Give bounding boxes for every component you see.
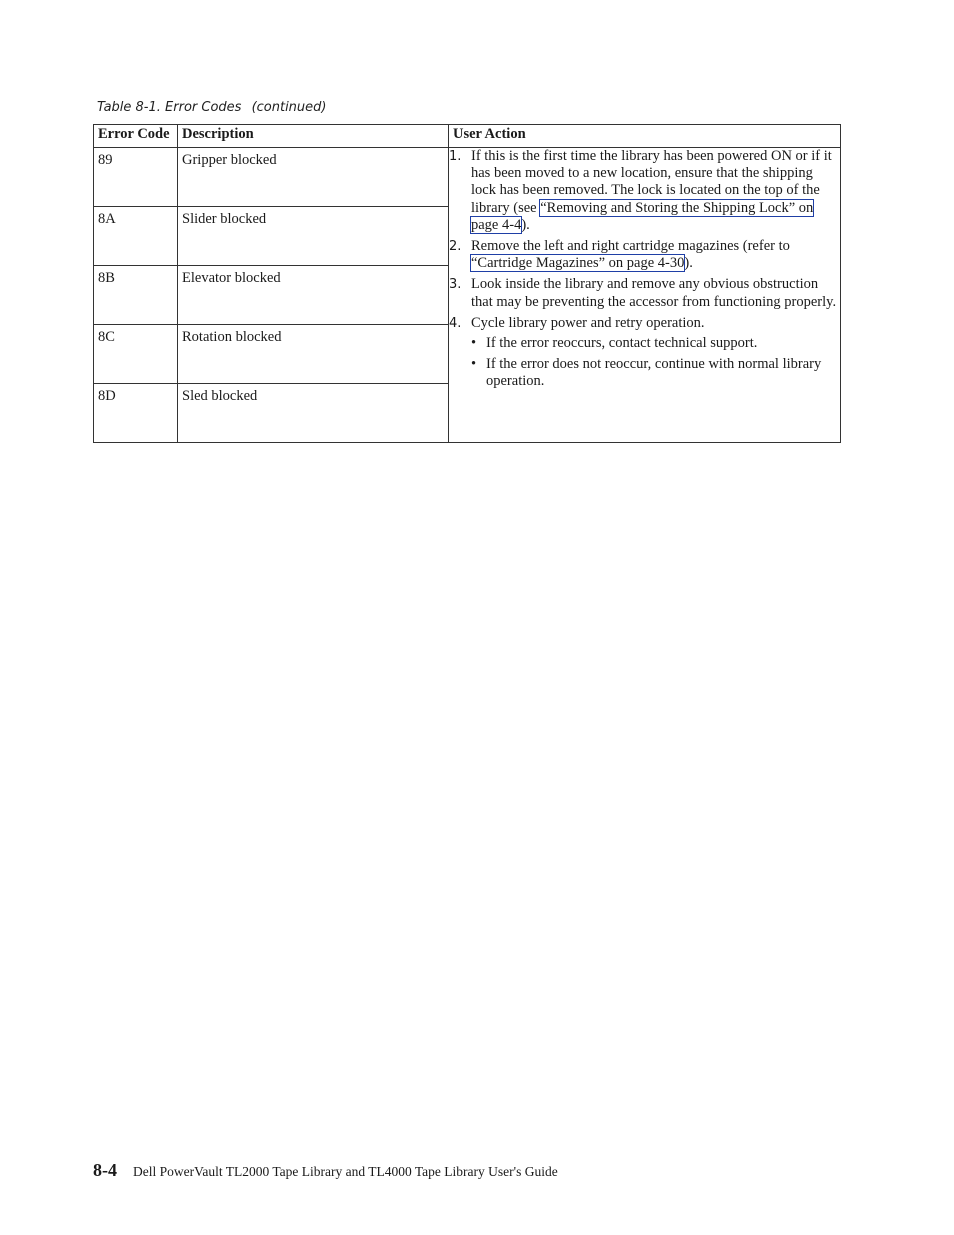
step-text: Cycle library power and retry operation. — [471, 314, 705, 331]
table-caption-continued: (continued) — [251, 100, 327, 115]
link-cartridge-magazines[interactable]: “Cartridge Magazines” on page 4-30 — [471, 255, 685, 272]
action-step-3 — [449, 276, 840, 310]
header-user-action: User Action — [449, 125, 841, 148]
step-number: 4. — [449, 315, 462, 331]
header-description: Description — [178, 125, 449, 148]
error-code-cell: 8D — [94, 384, 178, 443]
link-removing-shipping-lock[interactable]: “Removing and Storing the Shipping Lock” on page 4-4 — [471, 199, 814, 233]
table-row — [94, 148, 841, 207]
action-steps-list — [449, 148, 840, 391]
step-text: Remove the left and right cartridge magazines (refer to — [471, 238, 790, 255]
document-title: Dell PowerVault TL2000 Tape Library and TL4000 Tape Library User's Guide — [133, 1164, 558, 1179]
bullet-text: If the error does not reoccur, continue with normal library operation. — [486, 356, 822, 390]
error-codes-table — [93, 124, 841, 443]
step-text: Look inside the library and remove any obvious obstruction that may be preventing the accessor from functioning properly. — [471, 276, 837, 310]
action-step-1 — [449, 148, 840, 234]
step-text: If this is the first time the library has been powered ON or if it has been moved to a new location, ensure that the shipping lock has been removed. The lock is located on the top of the library (see — [471, 148, 832, 216]
step-text-after: ). — [521, 216, 530, 233]
page-number: 8-4 — [93, 1160, 117, 1180]
error-code-cell: 89 — [94, 148, 178, 207]
page-footer — [93, 1160, 558, 1181]
step-number: 1. — [449, 149, 462, 164]
action-step-4 — [449, 315, 840, 391]
error-code-cell: 8A — [94, 207, 178, 266]
step-4-bullets — [471, 335, 840, 391]
description-cell: Gripper blocked — [178, 148, 449, 207]
step-text-after: ). — [684, 255, 693, 272]
description-cell: Elevator blocked — [178, 266, 449, 325]
header-error-code: Error Code — [94, 125, 178, 148]
step-number: 2. — [449, 239, 462, 255]
user-action-cell — [449, 148, 841, 443]
description-cell: Sled blocked — [178, 384, 449, 443]
error-code-cell: 8C — [94, 325, 178, 384]
error-code-cell: 8B — [94, 266, 178, 325]
bullet-icon: • — [471, 335, 477, 352]
step-number: 3. — [449, 277, 462, 293]
action-step-2 — [449, 238, 840, 272]
bullet-text: If the error reoccurs, contact technical support. — [486, 335, 758, 352]
table-header-row — [94, 125, 841, 148]
bullet-item — [471, 356, 840, 390]
description-cell: Rotation blocked — [178, 325, 449, 384]
description-cell: Slider blocked — [178, 207, 449, 266]
table-caption — [97, 100, 326, 115]
bullet-icon: • — [471, 356, 477, 373]
bullet-item — [471, 335, 840, 352]
table-caption-label: Table 8-1. Error Codes — [97, 100, 242, 115]
